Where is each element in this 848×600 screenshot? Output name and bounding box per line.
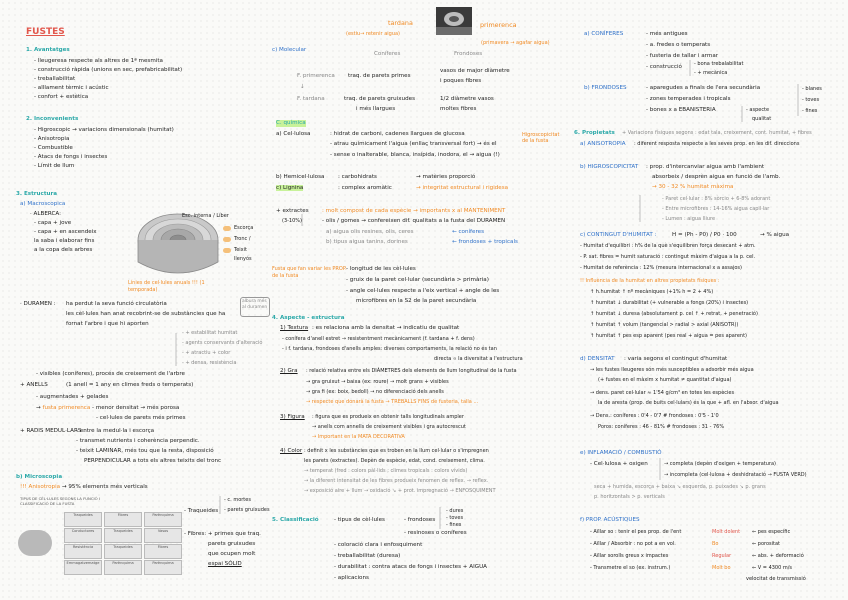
frondoses-aspect: qualitat	[752, 116, 772, 122]
frondoses-aspect: - aspecte	[746, 107, 770, 113]
cellulosa-desc: - sense o inalterable, blanca, insípida, inodora, el → aigua (!)	[330, 152, 500, 158]
classificacio-coniferes: - resinoses o coníferes	[404, 530, 467, 536]
radis-text: - teixit LAMINAR, més tou que la resta, disposició	[76, 448, 214, 454]
f-primerenca-desc: traq. de parets primes	[348, 73, 411, 79]
coniferes-ref: ← coníferes	[452, 229, 485, 235]
list-item: - capa + en ascendeix	[34, 229, 97, 235]
densitat-item: → Dens.: coníferes : 0'4 - 0'7 # frondoses : 0'5 - 1'0	[590, 413, 719, 419]
color-desc: : definit x les substàncies que es troben en la llum cel·lular o s'impregnen	[304, 448, 489, 454]
frondoses-primerenca: vasos de major diàmetre	[440, 68, 510, 74]
textura-desc: : es relaciona amb la densitat → indicatiu de qualitat	[312, 325, 460, 331]
list-item: - capa + jove	[34, 220, 72, 226]
construccio-sub: - bona trebalabilitat	[694, 61, 744, 67]
densitat-item: → les fustes lleugeres són més susceptibles a adsorbir més aigua	[590, 367, 754, 373]
higroscopicitat-desc: absorbeix / desprèn aigua en funció de l'amb.	[652, 174, 781, 180]
influencia-item: ↑ humitat ↑ pes esp aparent (pes real + aigua = pes aparent)	[590, 333, 747, 339]
list-item: - Higroscopic → variacions dimensionals (humitat)	[34, 127, 174, 133]
gra-desc: : relació relativa entre els DIÀMETRES dels elements de llum longitudinal de la fusta	[306, 368, 517, 374]
diagram-cell: Parènquima	[144, 512, 182, 527]
influencia-item: ↑ humitat ↑ volum (tangencial > radial > axial (ANISOTR))	[590, 322, 739, 328]
figura-desc: → anells com annells de creixement visibles i gra autocrescut	[312, 424, 466, 430]
primerenca-sub: (primavera → agafar aigua)	[481, 40, 550, 46]
f-primerenca: F. primerenca	[297, 73, 335, 79]
tardana-label: tardana	[388, 19, 413, 27]
color-desc: → temperat (fred : colors pàl·lids ; climes tropicals : colors vívids)	[304, 468, 468, 474]
diagram-cell: Fibres	[144, 544, 182, 559]
anisotropia-title: a) ANISOTROPIA	[580, 141, 626, 147]
coniferes-item: - construcció	[646, 64, 682, 70]
radis-text: - transmet nutrients i coherència perpendic.	[76, 438, 200, 444]
densitat-item: (+ fustes en el màxim x humitat ≠ quantitat d'aigua)	[598, 377, 732, 383]
higroscopicitat-title: b) HIGROSCOPICITAT	[580, 164, 639, 170]
figura-desc: → Important en la MATA DECORATIVA	[312, 434, 405, 440]
tree-label: llenyós	[234, 256, 252, 262]
inflamacio-item: → incompleta (cel·lulosa + deshidratació → FUSTA VERD)	[664, 472, 807, 478]
subsection-quimica: C. química	[276, 120, 306, 126]
acustiques-reason: ⇐ porositat	[752, 541, 780, 547]
influencia-item: ↑ h.humitat ↑ nº mecàniques (+1% h = 2 + 4%)	[590, 289, 714, 295]
anells-title: + ANELLS	[20, 382, 48, 388]
textura-desc: - i f. tardana, frondoses d'anells amples: diverses comportaments, la relació no és tan	[282, 346, 497, 352]
radis-text: PERPENDICULAR a tots els altres teixits del tronc	[84, 458, 222, 464]
anisotropia-row: !!! Anisotropia → 95% elements més verticals	[20, 484, 148, 490]
diagram-cell: Vasos	[144, 528, 182, 543]
frondoses-tardana: 1/2 diàmetre vasos	[440, 96, 494, 102]
f-tardana-desc: traq. de parets gruixudes	[344, 96, 415, 102]
coniferes-title: a) CONÍFERES	[584, 31, 624, 37]
contingut-humitat-result: → % aigua	[760, 232, 790, 238]
extractes-pct: (3-10%)	[282, 218, 302, 224]
subsection-molecular: c) Molecular	[272, 47, 307, 53]
diagram-cell: Traqueides	[104, 528, 142, 543]
acustiques-reason: ⇐ V = 4300 m/s	[752, 565, 793, 571]
classificacio-item: - treballabilitat (duresa)	[334, 553, 401, 559]
acustiques-rating: Bo	[712, 541, 719, 547]
coniferes-item: - més antigues	[646, 31, 688, 37]
subsection-macroscopica: a) Macroscopica	[20, 201, 66, 207]
primerenca-label: primerenca	[480, 21, 517, 29]
extractes-label: + extractes	[276, 208, 309, 214]
acustiques-item: - Aïllar / Absorbir : no pot a en vol.	[590, 541, 676, 547]
f-tardana: F. tardana	[297, 96, 325, 102]
densitat-item: la de aresta (prop. de buits cel·lulars) és la que + afl. en l'absor. d'aigua	[598, 400, 779, 406]
frondoses-type: - dures	[446, 508, 464, 514]
acustiques-item: - Aïllar so : tenir el pes prop. de l'ent	[590, 529, 682, 535]
radis-title: + RADIS MEDUL·LARS :	[20, 428, 86, 434]
classificacio-item: - coloració clara i enfosquiment	[334, 542, 423, 548]
higroscopicitat-item: - Entre microfibres : 14-16% aigua capil·lar	[662, 206, 770, 212]
gra-desc: → gra gruixut → baixa (ex: roure) → molt grans + visibles	[306, 379, 449, 385]
frondoses-category: - fines	[802, 108, 818, 114]
list-item: - aïllament tèrmic i acústic	[34, 85, 109, 91]
list-item: - treballabilitat	[34, 76, 76, 82]
fibres-item: espai SÒLID	[208, 561, 242, 567]
anells-text: - augmentades + gelades	[36, 394, 109, 400]
extractes-sub: a) aigua olis resines, olis, ceres	[326, 229, 414, 235]
figura-desc: : figura que es produeix en obtenir talls longitudinals ampler	[312, 414, 464, 420]
section-inconvenients-title: 2. Inconvenients	[26, 116, 79, 122]
higroscopicitat-item: - Paret cel·lular : 8% sòrcio + 6-8% adorant	[662, 196, 771, 202]
fibres-label: - Fibres: + primes que traq.	[184, 531, 261, 537]
acustiques-reason: velocitat de transmissió	[746, 576, 806, 582]
construccio-sub: - + mecànica	[694, 70, 728, 76]
hemicellulosa-label: b) Hemicel·lulosa	[276, 174, 325, 180]
diagram-cell: Parènquima	[144, 560, 182, 575]
f-tardana-desc: i més llargues	[356, 106, 396, 112]
contingut-item: - Humitat d'equilibri : h% de la què s'equilibren força desecant + atm.	[580, 243, 756, 249]
acustiques-rating: Regular	[712, 553, 732, 559]
page-title: FUSTES	[26, 27, 65, 37]
section-classificacio-title: 5. Classificació	[272, 517, 319, 523]
frondoses-category: - blanes	[802, 86, 822, 92]
fibres-item: parets gruixudes	[208, 541, 256, 547]
fusta-prop-item: - gruix de la paret cel·lular (secundària > primària)	[346, 277, 489, 283]
frondoses-type: - toves	[446, 515, 464, 521]
diagram-cell: Emmagatzematge	[64, 560, 102, 575]
acustiques-item: - Transmetre el so (ex. instrum.)	[590, 565, 671, 571]
frondoses-ref: ← frondoses + tropicals	[452, 239, 518, 245]
influencia-item: ↑ humitat ↓ durabilitat (+ vulnerable a fongs (20%) i insectes)	[590, 300, 749, 306]
anells-text: (1 anell = 1 any en climes freds o temperats)	[66, 382, 194, 388]
cellulosa-label: a) Cel·lulosa	[276, 131, 311, 137]
duramen-list-item: - + densa, resistència	[182, 360, 237, 366]
gra-label: 2) Gra	[280, 368, 298, 374]
micro-caption: TIPUS DE CÈL·LULES SEGONS LA FUNCIÓ I CLASSIFICACIÓ DE LA FUSTA	[20, 496, 100, 506]
contingut-humitat-formula: H = (Ph - P0) / P0 · 100	[672, 232, 737, 238]
anisotropia-desc: : diferent resposta respecte a les seves prop. en les dif. direccions	[634, 141, 800, 147]
frondoses-type: - fines	[446, 522, 462, 528]
lignina-result: → integritat estructural i rigidesa	[416, 185, 509, 191]
list-item: a la copa dels arbres	[34, 247, 93, 253]
extractes-desc: : molt compost de cada espècie → importants x al MANTENIMENT	[322, 208, 506, 214]
list-item: - Anisotropia	[34, 136, 70, 142]
traqueides-item: - parets gruixudes	[224, 507, 270, 513]
inflamacio-item: → completa (depèn d'oxigen + temperatura)	[664, 461, 776, 467]
tree-label: Escorça	[234, 225, 254, 231]
acustiques-reason: ⇐ pes específic	[752, 529, 791, 535]
tardana-sub: (estiu→ retenir aigua)	[346, 31, 401, 37]
frondoses-item: - zones temperades i tropicals	[646, 96, 731, 102]
classificacio-item: - tipus de cèl·lules	[334, 517, 385, 523]
classificacio-item: - durabilitat : contra atacs de fongs i insectes + AIGUA	[334, 564, 487, 570]
duramen-title: · DURAMEN :	[20, 301, 56, 307]
inflamacio-title: e) INFLAMACIÓ / COMBUSTIÓ	[580, 450, 662, 456]
contingut-item: - Humitat de referència : 12% (mesura internacional x a assajos)	[580, 265, 742, 271]
tree-label: Teixit	[234, 247, 247, 253]
gra-desc: → respecte que donarà la fusta → TREBALLS FINS de fusteria, talla ...	[306, 399, 479, 405]
textura-desc: - conífera d'anell estret → resistentment mecànicament (f. tardana + f. dens)	[282, 336, 475, 342]
propietats-note: + Variacions físiques segons : edat tala, creixement, cont. humitat, + fibres	[622, 130, 812, 136]
fusta-prop-item: microfibres en la S2 de la paret secundària	[356, 298, 477, 304]
visibles-text: - visibles (coníferes), procés de creixement de l'arbre	[36, 371, 185, 377]
section-estructura-title: 3. Estructura	[16, 191, 58, 197]
frondoses-tardana: moltes fibres	[440, 106, 477, 112]
tree-note: Línies de cel·lules anuals !!! (1 temporada)	[128, 280, 205, 293]
list-item: - confort + estètica	[34, 94, 89, 100]
frondoses-title: b) FRONDOSES	[584, 85, 627, 91]
duramen-list-item: - + atractiu + color	[182, 350, 231, 356]
inflamacio-sub: seca + humida, escorça + baixa ↘ esquerda, p. puixades ↘ p. grans	[594, 484, 766, 490]
densitat-desc: : varia segons el contingut d'humitat	[624, 356, 728, 362]
inflamacio-sub: p. horitzontals > p. verticals	[594, 494, 665, 500]
diagram-cell: Conductores	[64, 528, 102, 543]
densitat-item: → dens. paret cel·lular ≈ 1'54 g/cm³ en totes les espècies	[590, 390, 735, 396]
diagram-cell: Resistència	[64, 544, 102, 559]
frondoses-item: - aparegudes a finals de l'era secundària	[646, 85, 761, 91]
duramen-text: les cèl·lules han anat recobrint-se de substàncies que ha	[66, 311, 226, 317]
list-item: · ALBERCA:	[30, 211, 61, 217]
traqueides-item: - c. mortes	[224, 497, 251, 503]
influencia-title: !! Influència de la humitat en altres propietats físiques :	[580, 278, 720, 284]
section-aspecte-title: 4. Aspecte - estructura	[272, 315, 345, 321]
influencia-item: ↑ humitat ↓ duresa (absolutament p. cel ↑ + retrat, + penetració)	[590, 311, 758, 317]
higroscopicitat-max: → 30 - 32 % humitat màxima	[652, 184, 734, 190]
color-desc: → exposició aire + llum → oxidació ↘ + prot. impregnació → ENFOSQUIMENT	[304, 488, 496, 494]
coniferes-header: Coníferes	[374, 51, 401, 57]
hemicellulosa-desc: : carbohidrats	[338, 174, 377, 180]
cellulosa-desc: : hidrat de carboni, cadenes llargues de glucosa	[330, 131, 465, 137]
duramen-text: ha perdut la seva funció circulatòria	[66, 301, 167, 307]
fusta-tardana-text: - cel·lules de parets més primes	[96, 415, 186, 421]
diagram-cell: Fibres	[104, 512, 142, 527]
list-item: - Atacs de fongs i insectes	[34, 154, 108, 160]
section-avantatges-title: 1. Avantatges	[26, 47, 70, 53]
acustiques-rating: Molt dolent	[712, 529, 741, 535]
fibres-item: que ocupen molt	[208, 551, 256, 557]
list-item: la saba i elaborar fins	[34, 238, 95, 244]
frondoses-category: - toves	[802, 97, 820, 103]
frondoses-header: Frondoses	[454, 51, 483, 57]
fusta-primerenca-row: → fusta primerenca - menor densitat → més porosa	[36, 405, 180, 411]
higroscopicitat-desc: : prop. d'intercanviar aigua amb l'ambient	[646, 164, 765, 170]
coniferes-item: - a. fredes o temperats	[646, 42, 711, 48]
higroscopicitat-item: - Lumen : aigua lliure	[662, 216, 716, 222]
acustiques-title: f) PROP. ACÚSTIQUES	[580, 517, 640, 523]
diagram-cell: Traqueides	[64, 512, 102, 527]
radis-text: - entre la medul·la i escorça	[76, 428, 155, 434]
acustiques-item: - Aïllar sorolls greus x impactes	[590, 553, 669, 559]
fusta-primerenca-label: fusta primerenca	[42, 405, 91, 411]
duramen-list-item: - + estabilitat humitat	[182, 330, 238, 336]
inflamacio-item: - Cel·lulosa + oxigen	[590, 461, 648, 467]
color-desc: → la diferent intensitat de les fibres produeix fenomen de reflex. → reflex.	[304, 478, 489, 484]
contingut-item: - P. sat. fibres = humit saturació : contingut màxim d'aigua a la p. cel.	[580, 254, 756, 260]
acustiques-reason: ⇐ abs. + deformació	[752, 553, 804, 559]
classificacio-frondoses: - frondoses	[404, 517, 436, 523]
hemicellulosa-result: → matèries proporció	[416, 174, 476, 180]
subsection-microscopia: b) Microscopia	[16, 474, 63, 480]
densitat-title: d) DENSITAT	[580, 356, 615, 362]
duramen-note: albura més al duramen	[242, 299, 268, 310]
frondoses-primerenca: i poques fibres	[440, 78, 482, 84]
cellulosa-desc: - atrau químicament l'aigua (enllaç transversal fort) → és el	[330, 141, 497, 147]
section-propietats-title: 6. Propietats	[574, 130, 615, 136]
diagram-cell: Traqueides	[104, 544, 142, 559]
list-item: - Límit de llum	[34, 163, 75, 169]
acustiques-rating: Molt bo	[712, 565, 731, 571]
densitat-item: Poros: coníferes : 46 - 81% # frondoses : 31 - 76%	[598, 424, 725, 430]
lignina-desc: : complex aromàtic	[338, 185, 392, 191]
duramen-list-item: - agents conservants d'alteració	[182, 340, 263, 346]
higroscopicitat-note: Higroscopicitat de la fusta	[522, 132, 560, 144]
list-item: - construcció ràpida (unions en sec, prefabricabilitat)	[34, 67, 183, 73]
textura-label: 1) Textura	[280, 325, 309, 331]
contingut-humitat-title: c) CONTINGUT D'HUMITAT :	[580, 232, 657, 238]
fusta-prop-item: - longitud de les cèl·lules	[346, 266, 416, 272]
traqueides-label: - Traqueides	[184, 508, 219, 514]
list-item: - Combustible	[34, 145, 73, 151]
tree-label: Tronc /	[234, 236, 251, 242]
lignina-label: c) Lignina	[276, 185, 304, 191]
classificacio-item: - aplicacions	[334, 575, 369, 581]
textura-desc: directa ∝ la diversitat a l'estructura	[434, 356, 523, 362]
extractes-sub: b) tipus aigua tanins, dorines	[326, 239, 408, 245]
duramen-text: fornat l'arbre i que hi aporten	[66, 321, 149, 327]
tree-label: Esc. interna / Líber	[182, 213, 229, 219]
gra-desc: → gra fi (ex: boix, bedoll) → no diferenciació dels anells	[306, 389, 444, 395]
color-label: 4) Color	[280, 448, 303, 454]
diagram-cell: Parènquima	[104, 560, 142, 575]
arrow-down: ↓	[300, 84, 305, 90]
coniferes-item: - fusteria de tallar i armar	[646, 53, 719, 59]
list-item: - lleugeresa respecte als altres de 1ª mesmita	[34, 58, 163, 64]
frondoses-item: - bones x a EBANISTERIA	[646, 107, 716, 113]
fusta-prop-note: Fusta que fan variar les PROP. de la fusta	[272, 266, 347, 279]
fusta-prop-item: - angle cel·lules respecte a l'eix vertical + angle de les	[346, 288, 500, 294]
figura-label: 3) Figura	[280, 414, 305, 420]
extractes-desc: - olis / gomes → confereixen dif. qualitats a la fusta del DURAMEN	[322, 218, 506, 224]
color-desc: les parets (extractes). Depèn de espècie, edat, cond. creixement, clima.	[304, 458, 485, 464]
